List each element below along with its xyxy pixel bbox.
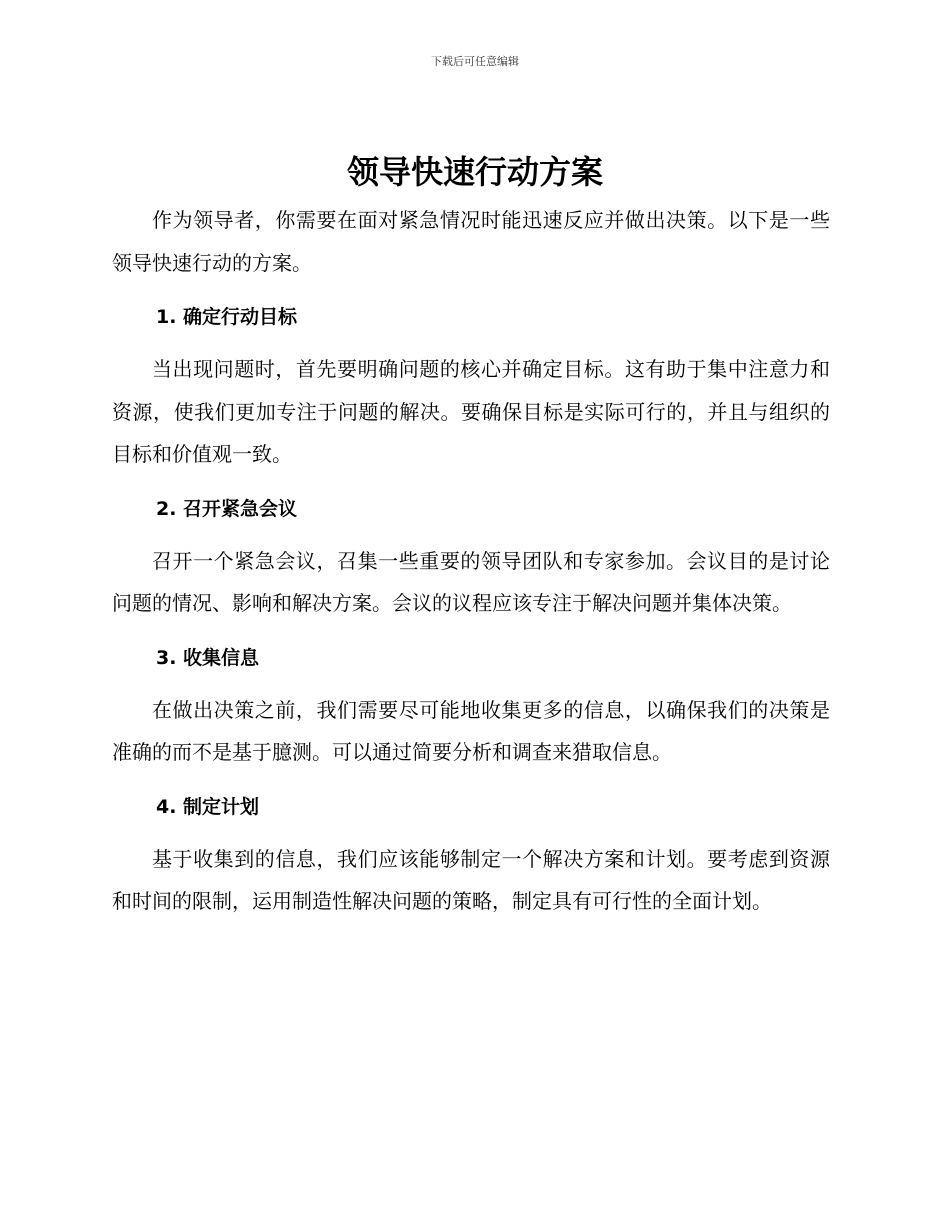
section-heading-2: 2. 召开紧急会议: [156, 497, 298, 520]
section-paragraph-4: 基于收集到的信息，我们应该能够制定一个解决方案和计划。要考虑到资源和时间的限制，运用制造性解决问题的策略，制定具有可行性的全面计划。: [112, 846, 830, 913]
section-paragraph-2: 召开一个紧急会议，召集一些重要的领导团队和专家参加。会议目的是讨论问题的情况、影响和解决方案。会议的议程应该专注于解决问题并集体决策。: [112, 548, 830, 615]
header-note: 下载后可任意编辑: [431, 55, 519, 68]
document-body: [112, 199, 830, 923]
document-title: 领导快速行动方案: [346, 153, 603, 191]
intro-paragraph: 作为领导者，你需要在面对紧急情况时能迅速反应并做出决策。以下是一些领导快速行动的方案。: [112, 208, 830, 275]
section-heading-3: 3. 收集信息: [156, 646, 260, 669]
section-paragraph-1: 当出现问题时，首先要明确问题的核心并确定目标。这有助于集中注意力和资源，使我们更加专注于问题的解决。要确保目标是实际可行的，并且与组织的目标和价值观一致。: [112, 357, 830, 466]
section-paragraph-3: 在做出决策之前，我们需要尽可能地收集更多的信息，以确保我们的决策是准确的而不是基于臆测。可以通过简要分析和调查来猎取信息。: [112, 697, 830, 764]
section-heading-1: 1. 确定行动目标: [156, 306, 298, 328]
section-heading-4: 4. 制定计划: [156, 795, 260, 818]
